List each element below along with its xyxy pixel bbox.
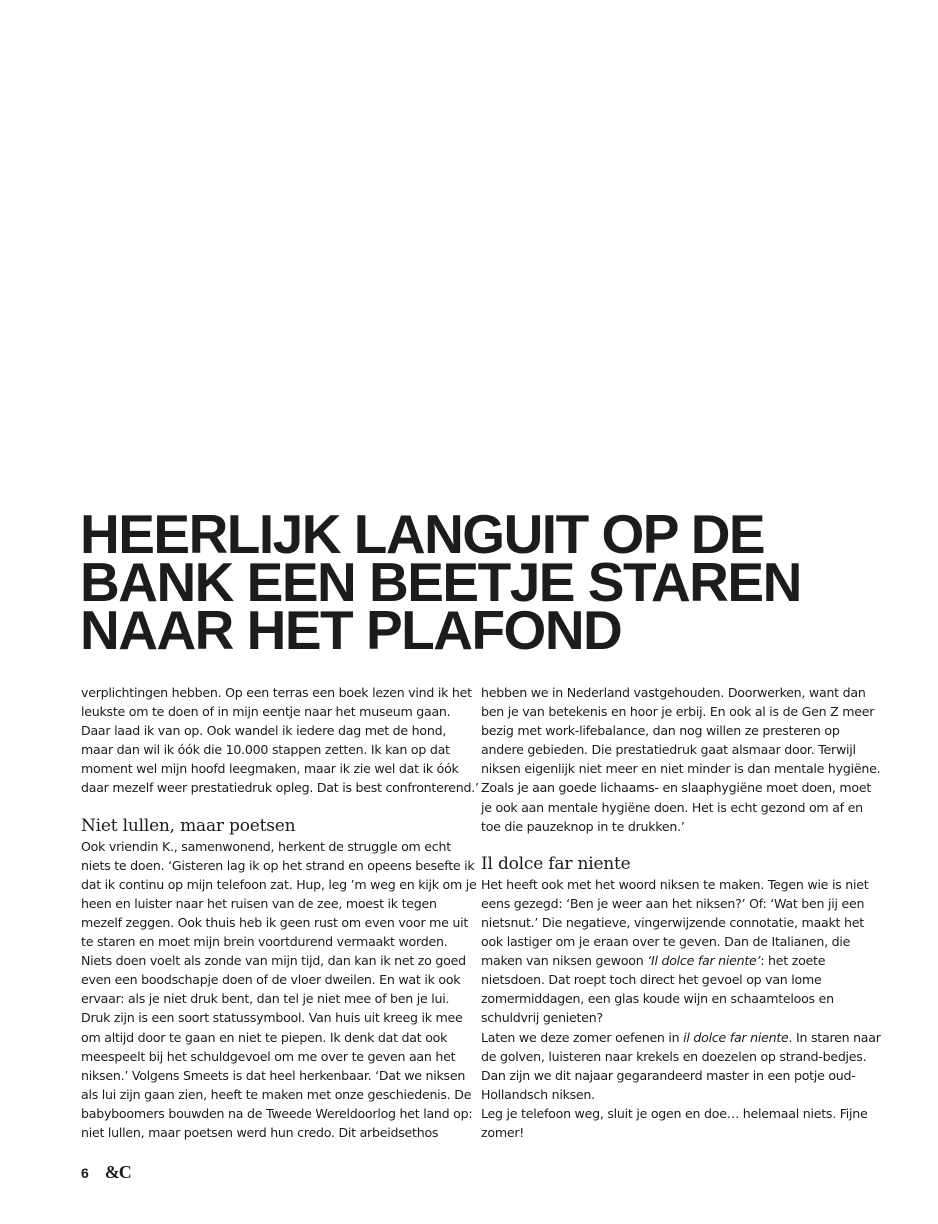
page-number: 6 [81, 1164, 89, 1181]
article-headline [80, 503, 880, 661]
paragraph: Ook vriendin K., samenwonend, herkent de struggle om echt niets te doen. ‘Gisteren lag ik op het strand en opeens besefte ik dat ik continu op mijn telefoon zat. Hup, leg ’m weg en kijk om je heen en luister naar het ruisen van de zee, moest ik tegen mezelf zeggen. Ook thuis heb ik geen rust om even voor me uit te staren en moet mijn brein voortdurend vermaakt worden. Niets doen voelt als zonde van mijn tijd, dan kan ik net zo goed even een boodschapje doen of de vloer dweilen. En wat ik ook ervaar: als je niet druk bent, dan tel je niet mee of ben je lui. Druk zijn is een soort statussymbool. Van huis uit kreeg ik mee om altijd door te gaan en niet te piepen. Ik denk dat dat ook meespeelt bij het schuldgevoel om me over te geven aan het niksen.’ Volgens Smeets is dat heel herkenbaar. ‘Dat we niksen als lui zijn gaan zien, heeft te maken met onze geschiedenis. De babyboomers bouwden na de Tweede Wereldoorlog het land op: niet lullen, maar poetsen werd hun credo. Dit arbeidsethos [81, 838, 477, 1140]
text-run: : het zoete nietsdoen. Dat roept toch direct het gevoel op van lome zomermiddagen, een glas koude wijn en schaamteloos en schuldvrij genieten? [481, 953, 834, 1026]
paragraph: verplichtingen hebben. Op een terras een boek lezen vind ik het leukste om te doen of in mijn eentje naar het museum gaan. Daar laad ik van op. Ook wandel ik iedere dag met de hond, maar dan wil ik óók die 10.000 stappen zetten. Ik kan op dat moment wel mijn hoofd leegmaken, maar ik zie wel dat ik óók daar mezelf weer prestatiedruk opleg. Dat is best confronterend.’ [81, 685, 479, 796]
text-run: Het heeft ook met het woord niksen te maken. Tegen wie is niet eens gezegd: ‘Ben je weer aan het niksen?’ Of: ‘Wat ben jij een nietsnut.’ Die negatieve, vingerwijzende connotatie, maakt het ook lastiger om je eraan over te geven. Dan de Italianen, die maken van niksen gewoon [481, 876, 869, 969]
left-text-column [81, 683, 481, 1142]
headline-line-1: HEERLIJK LANGUIT OP DE [80, 503, 765, 565]
section-heading: Il dolce far niente [481, 853, 631, 874]
paragraph [481, 875, 881, 1028]
section-heading: Niet lullen, maar poetsen [81, 815, 296, 836]
italic-phrase: il dolce far niente [683, 1029, 789, 1045]
right-text-column [481, 683, 881, 1142]
headline-line-2: BANK EEN BEETJE STAREN [80, 551, 801, 613]
paragraph [481, 1028, 881, 1104]
magazine-logo: &C [104, 1162, 131, 1182]
page-footer [81, 1162, 131, 1183]
headline-line-3: NAAR HET PLAFOND [80, 599, 622, 661]
paragraph: hebben we in Nederland vastgehouden. Doorwerken, want dan ben je van betekenis en hoor je erbij. En ook al is de Gen Z meer bezig met work-lifebalance, dan nog willen ze presteren op andere gebieden. Die prestatiedruk gaat alsmaar door. Terwijl niksen eigenlijk niet meer en niet minder is dan mentale hygiëne. Zoals je aan goede lichaams- en slaaphygiëne moet doen, moet je ook aan mentale hygiëne doen. Het is echt gezond om af en toe die pauzeknop in te drukken.’ [481, 685, 881, 834]
text-run: Laten we deze zomer oefenen in [481, 1029, 684, 1045]
text-run: . In staren naar de golven, luisteren naar krekels en doezelen op strand-bedjes. Dan zijn we dit najaar gegarandeerd master in een potje oud-Hollandsch niksen. [481, 1029, 881, 1102]
italic-phrase: ‘Il dolce far niente’ [647, 953, 761, 969]
paragraph: Leg je telefoon weg, sluit je ogen en doe… helemaal niets. Fijne zomer! [481, 1105, 868, 1140]
